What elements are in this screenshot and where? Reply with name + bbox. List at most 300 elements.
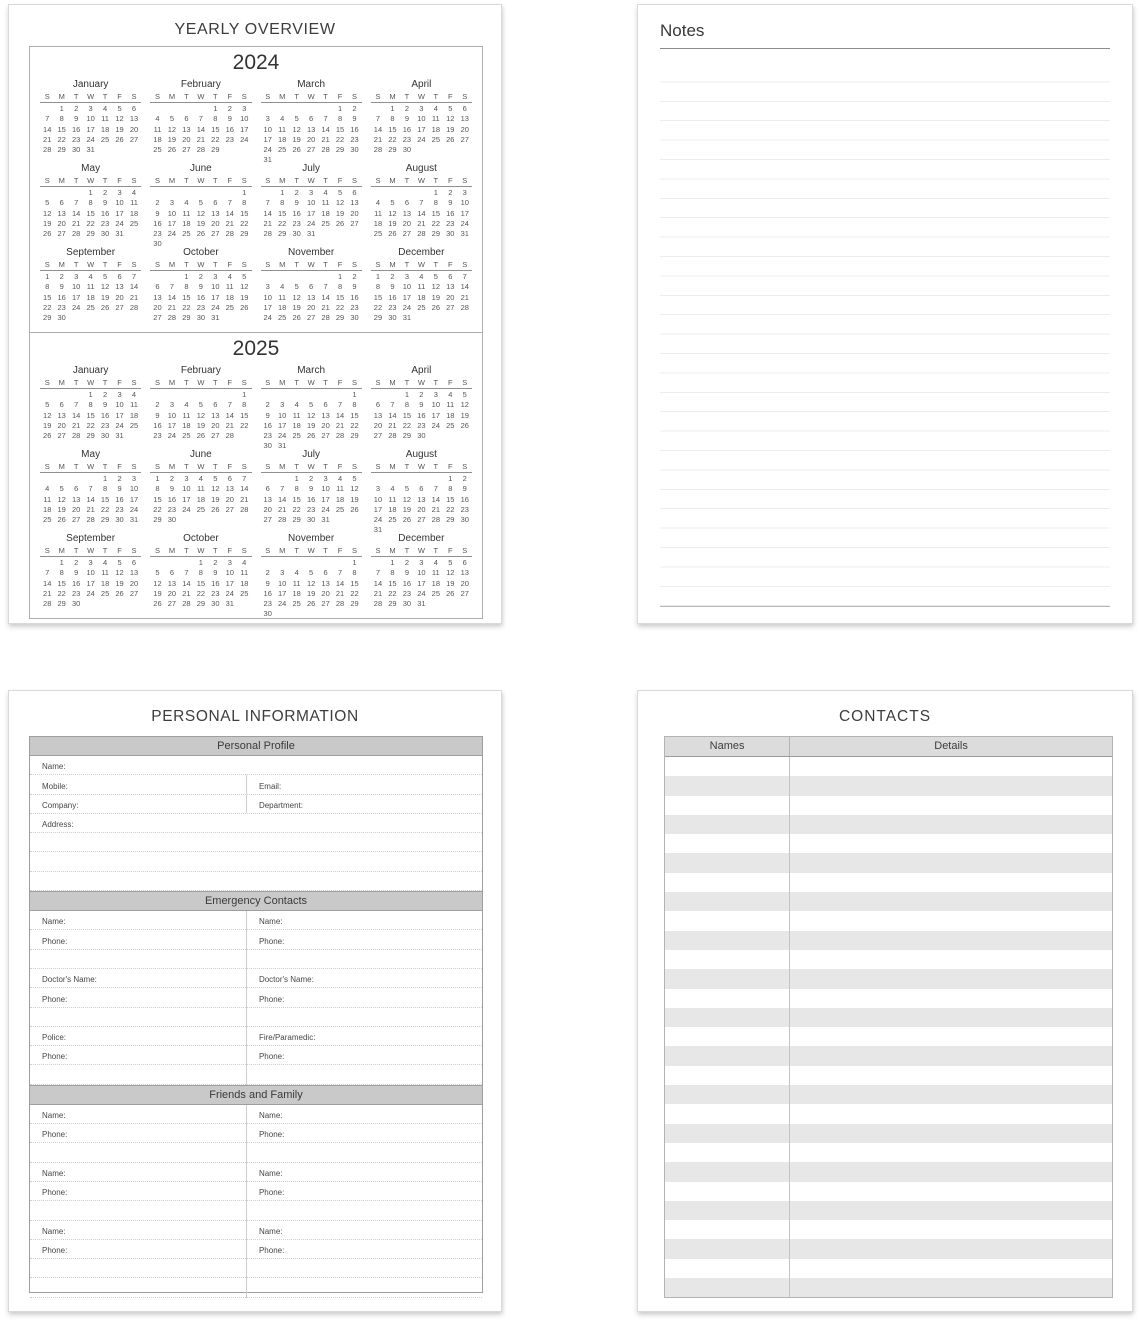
day-number: 10 xyxy=(225,568,234,578)
day-number: 8 xyxy=(242,400,247,410)
day-number: 14 xyxy=(373,578,383,588)
day-number: 12 xyxy=(240,282,249,292)
day-number: 27 xyxy=(306,145,316,155)
weekday-letter: T xyxy=(323,260,328,269)
field-label-name: Name: xyxy=(42,1226,66,1236)
day-number: 25 xyxy=(321,218,330,228)
day-number: 19 xyxy=(306,588,316,598)
day-number: 23 xyxy=(100,420,110,430)
empty-day-cell xyxy=(304,104,318,114)
day-number: 2 xyxy=(309,474,314,483)
empty-day-cell xyxy=(289,558,303,568)
day-number: 24 xyxy=(417,588,426,598)
day-number: 6 xyxy=(227,474,232,483)
day-number: 4 xyxy=(323,188,328,197)
day-number: 29 xyxy=(431,229,440,239)
day-number: 21 xyxy=(43,588,52,598)
day-number: 18 xyxy=(373,218,383,228)
day-number: 30 xyxy=(350,145,359,155)
day-number: 7 xyxy=(88,484,93,494)
day-number: 18 xyxy=(292,420,301,430)
weekday-header xyxy=(150,92,251,103)
weekday-letter: F xyxy=(337,176,343,185)
day-number: 26 xyxy=(240,302,249,312)
day-number: 1 xyxy=(59,104,64,113)
day-number: 11 xyxy=(196,484,205,494)
day-number: 1 xyxy=(375,272,381,281)
day-number: 27 xyxy=(263,515,272,525)
empty-day-cell xyxy=(261,558,275,568)
day-number: 12 xyxy=(100,282,110,292)
weekday-letter: M xyxy=(279,92,286,101)
day-number: 20 xyxy=(71,504,81,514)
day-number: 23 xyxy=(402,134,412,144)
day-number: 20 xyxy=(211,218,220,228)
weekday-letter: W xyxy=(417,260,425,269)
year-calendars xyxy=(9,46,501,619)
empty-day-cell xyxy=(318,104,332,114)
day-number: 3 xyxy=(419,558,424,567)
day-number: 8 xyxy=(433,198,438,208)
month-name: February xyxy=(180,365,221,376)
day-number: 19 xyxy=(446,578,455,588)
blank-write-line xyxy=(247,1143,482,1162)
day-number: 11 xyxy=(292,578,301,588)
contact-name-cell xyxy=(665,931,790,950)
day-number: 28 xyxy=(417,229,426,239)
day-number: 14 xyxy=(43,124,52,134)
day-number: 25 xyxy=(225,302,234,312)
day-number: 14 xyxy=(431,494,440,504)
day-number: 21 xyxy=(196,134,206,144)
day-number: 20 xyxy=(129,578,139,588)
day-number: 31 xyxy=(373,525,383,535)
day-number: 28 xyxy=(240,504,249,514)
contacts-page xyxy=(637,690,1133,1312)
day-number: 23 xyxy=(417,420,426,430)
day-number: 23 xyxy=(115,504,124,514)
day-number: 2 xyxy=(102,188,108,197)
day-number: 7 xyxy=(280,484,285,494)
day-number: 13 xyxy=(263,494,272,504)
day-number: 9 xyxy=(117,484,122,494)
weekday-header xyxy=(261,92,362,103)
day-number: 7 xyxy=(169,282,175,292)
day-number: 6 xyxy=(155,282,160,292)
weekday-letter: M xyxy=(389,92,396,101)
day-number: 14 xyxy=(335,578,345,588)
day-number: 27 xyxy=(321,431,330,441)
day-number: 6 xyxy=(323,400,328,410)
day-number: 15 xyxy=(100,494,110,504)
day-number: 22 xyxy=(43,302,52,312)
day-number: 13 xyxy=(321,410,330,420)
day-number: 13 xyxy=(417,494,426,504)
day-number: 22 xyxy=(335,134,345,144)
weekday-letter: F xyxy=(227,546,233,555)
empty-day-cell xyxy=(261,188,275,198)
contact-row xyxy=(665,1162,1112,1181)
day-number: 19 xyxy=(240,292,249,302)
day-number: 27 xyxy=(373,431,383,441)
day-number: 26 xyxy=(306,599,316,609)
weekday-letter: M xyxy=(58,462,65,471)
day-number: 24 xyxy=(263,145,272,155)
contact-details-cell xyxy=(790,1239,1112,1258)
day-number: 16 xyxy=(263,420,272,430)
day-number: 13 xyxy=(306,292,316,302)
day-number: 28 xyxy=(431,515,440,525)
weekday-letter: W xyxy=(417,546,425,555)
day-number: 27 xyxy=(321,599,330,609)
contact-name-cell xyxy=(665,892,790,911)
day-number: 16 xyxy=(460,494,469,504)
contact-name-cell xyxy=(665,815,790,834)
contact-details-cell xyxy=(790,1008,1112,1027)
day-number: 26 xyxy=(306,431,316,441)
day-number: 9 xyxy=(74,114,79,124)
day-number: 10 xyxy=(115,198,124,208)
empty-day-cell xyxy=(289,390,303,400)
day-number: 31 xyxy=(278,441,287,451)
day-number: 30 xyxy=(167,515,177,525)
day-number: 2 xyxy=(59,272,64,281)
day-number: 6 xyxy=(462,558,467,567)
day-number: 2 xyxy=(294,188,299,197)
month-name: September xyxy=(66,247,116,258)
contact-name-cell xyxy=(665,1085,790,1104)
contacts-table-header xyxy=(665,737,1112,757)
weekday-letter: S xyxy=(265,546,271,555)
month-days xyxy=(150,103,251,155)
day-number: 21 xyxy=(373,588,383,598)
field-label-name: Name: xyxy=(42,762,66,772)
weekday-letter: F xyxy=(448,378,453,387)
weekday-letter: T xyxy=(404,92,410,101)
day-number: 22 xyxy=(350,588,359,598)
day-number: 8 xyxy=(88,198,93,208)
day-number: 28 xyxy=(196,145,206,155)
day-number: 20 xyxy=(129,124,139,134)
day-number: 5 xyxy=(404,484,409,494)
field-row-company-department xyxy=(30,795,482,814)
day-number: 12 xyxy=(153,578,162,588)
day-number: 1 xyxy=(242,188,247,197)
month-days xyxy=(40,187,141,239)
day-number: 19 xyxy=(167,134,177,144)
weekday-letter: T xyxy=(184,92,189,101)
field-label-address: Address: xyxy=(42,820,74,830)
day-number: 30 xyxy=(350,313,359,323)
day-number: 22 xyxy=(402,420,412,430)
day-number: 14 xyxy=(129,282,139,292)
day-number: 5 xyxy=(45,400,50,410)
weekday-letter: M xyxy=(389,378,396,387)
day-number: 16 xyxy=(225,124,234,134)
personal-information-page xyxy=(8,690,502,1312)
day-number: 25 xyxy=(446,420,455,430)
day-number: 17 xyxy=(263,302,272,312)
day-number: 2 xyxy=(155,198,160,208)
day-number: 14 xyxy=(278,494,287,504)
day-number: 29 xyxy=(182,313,191,323)
day-number: 11 xyxy=(374,208,382,218)
day-number: 18 xyxy=(196,494,206,504)
day-number: 22 xyxy=(240,420,249,430)
day-number: 17 xyxy=(167,420,177,430)
weekday-letter: S xyxy=(131,462,137,471)
day-number: 24 xyxy=(402,302,412,312)
field-label-phone: Phone: xyxy=(42,936,68,946)
weekday-letter: F xyxy=(337,260,343,269)
month-days xyxy=(40,557,141,609)
day-number: 12 xyxy=(292,292,301,302)
weekday-letter: S xyxy=(462,92,468,101)
day-number: 4 xyxy=(448,390,453,399)
day-number: 25 xyxy=(182,431,191,441)
weekday-letter: M xyxy=(168,546,176,555)
blank-write-line xyxy=(30,833,482,852)
day-number: 22 xyxy=(350,420,359,430)
day-number: 26 xyxy=(167,145,177,155)
day-number: 3 xyxy=(280,568,285,578)
contact-row xyxy=(665,892,1112,911)
empty-day-cell xyxy=(275,272,289,282)
weekday-letter: W xyxy=(87,546,95,555)
weekday-letter: T xyxy=(213,378,218,387)
month-calendar xyxy=(261,448,362,532)
day-number: 26 xyxy=(446,588,455,598)
contact-details-cell xyxy=(790,1220,1112,1239)
day-number: 30 xyxy=(306,515,316,525)
day-number: 11 xyxy=(225,282,234,292)
day-number: 12 xyxy=(43,410,52,420)
weekday-letter: T xyxy=(433,92,439,101)
day-number: 11 xyxy=(182,410,191,420)
day-number: 3 xyxy=(131,474,137,483)
day-number: 23 xyxy=(153,431,162,441)
column-header-names: Names xyxy=(665,737,790,756)
day-number: 6 xyxy=(419,484,424,494)
day-number: 4 xyxy=(280,282,285,292)
day-number: 22 xyxy=(446,504,455,514)
day-number: 8 xyxy=(352,568,357,578)
empty-day-cell xyxy=(275,390,289,400)
day-number: 28 xyxy=(86,515,95,525)
day-number: 3 xyxy=(375,484,381,494)
weekday-letter: F xyxy=(117,546,122,555)
day-number: 30 xyxy=(388,313,397,323)
day-number: 20 xyxy=(417,504,426,514)
day-number: 12 xyxy=(446,114,455,124)
day-number: 16 xyxy=(100,208,110,218)
weekday-letter: W xyxy=(197,462,205,471)
day-number: 9 xyxy=(265,410,270,420)
day-number: 25 xyxy=(292,599,301,609)
day-number: 8 xyxy=(184,282,189,292)
month-days xyxy=(150,389,251,441)
day-number: 29 xyxy=(100,515,110,525)
day-number: 26 xyxy=(446,134,455,144)
day-number: 2 xyxy=(462,474,467,483)
day-number: 3 xyxy=(169,198,175,208)
page-title-contacts: CONTACTS xyxy=(838,708,932,725)
day-number: 17 xyxy=(115,410,124,420)
day-number: 31 xyxy=(129,515,139,525)
day-number: 5 xyxy=(462,390,467,399)
day-number: 19 xyxy=(196,218,206,228)
day-number: 28 xyxy=(373,145,383,155)
day-number: 3 xyxy=(169,400,175,410)
day-number: 1 xyxy=(242,390,247,399)
weekday-letter: S xyxy=(44,260,50,269)
day-number: 11 xyxy=(130,198,138,208)
contact-row xyxy=(665,1066,1112,1085)
day-number: 3 xyxy=(213,272,218,281)
field-cell-email xyxy=(247,775,482,793)
field-row-name xyxy=(30,756,482,775)
day-number: 11 xyxy=(240,568,249,578)
weekday-letter: T xyxy=(294,378,299,387)
month-name: December xyxy=(398,533,445,544)
day-number: 21 xyxy=(335,588,345,598)
day-number: 1 xyxy=(390,104,395,113)
weekday-letter: T xyxy=(73,546,79,555)
day-number: 22 xyxy=(86,218,95,228)
day-number: 23 xyxy=(263,431,272,441)
day-number: 16 xyxy=(57,292,66,302)
day-number: 24 xyxy=(225,588,234,598)
day-number: 13 xyxy=(129,568,139,578)
day-number: 30 xyxy=(402,145,412,155)
contact-details-cell xyxy=(790,1182,1112,1201)
day-number: 2 xyxy=(102,390,108,399)
day-number: 14 xyxy=(240,484,249,494)
weekday-letter: W xyxy=(307,92,315,101)
weekday-header xyxy=(261,462,362,473)
day-number: 9 xyxy=(198,282,203,292)
day-number: 14 xyxy=(225,208,234,218)
contact-row xyxy=(665,757,1112,776)
field-label-phone: Phone: xyxy=(258,994,285,1004)
weekday-letter: W xyxy=(307,462,315,471)
weekday-header xyxy=(150,176,251,187)
day-number: 20 xyxy=(373,420,383,430)
day-number: 18 xyxy=(278,134,287,144)
weekday-letter: T xyxy=(404,462,410,471)
day-number: 10 xyxy=(321,484,330,494)
day-number: 16 xyxy=(153,218,162,228)
day-number: 18 xyxy=(129,410,139,420)
contact-name-cell xyxy=(665,1124,790,1143)
day-number: 11 xyxy=(417,282,426,292)
day-number: 25 xyxy=(129,420,139,430)
day-number: 12 xyxy=(306,410,316,420)
day-number: 27 xyxy=(71,515,81,525)
day-number: 29 xyxy=(86,431,95,441)
day-number: 21 xyxy=(71,420,81,430)
day-number: 24 xyxy=(417,134,426,144)
day-number: 26 xyxy=(292,313,301,323)
day-number: 1 xyxy=(294,474,299,483)
weekday-letter: T xyxy=(404,260,410,269)
weekday-letter: S xyxy=(131,260,137,269)
weekday-header xyxy=(150,378,251,389)
contact-details-cell xyxy=(790,950,1112,969)
day-number: 18 xyxy=(335,494,345,504)
day-number: 7 xyxy=(265,198,270,208)
weekday-letter: S xyxy=(44,462,50,471)
day-number: 7 xyxy=(323,114,328,124)
day-number: 7 xyxy=(45,114,50,124)
blank-write-line xyxy=(247,950,482,969)
day-number: 30 xyxy=(71,599,81,609)
day-number: 5 xyxy=(117,558,122,567)
weekday-letter: S xyxy=(462,176,468,185)
day-number: 24 xyxy=(321,504,330,514)
day-number: 14 xyxy=(182,578,191,588)
empty-day-cell xyxy=(371,188,385,198)
day-number: 13 xyxy=(182,124,191,134)
day-number: 31 xyxy=(86,145,95,155)
field-label-name: Name: xyxy=(258,1226,283,1236)
empty-day-cell xyxy=(83,474,97,484)
day-number: 18 xyxy=(129,208,139,218)
day-number: 16 xyxy=(388,292,397,302)
day-number: 4 xyxy=(390,484,395,494)
day-number: 22 xyxy=(431,218,440,228)
month-calendar xyxy=(371,448,472,535)
weekday-letter: W xyxy=(197,378,205,387)
empty-day-cell xyxy=(333,390,347,400)
day-number: 18 xyxy=(431,578,440,588)
day-number: 15 xyxy=(388,578,397,588)
day-number: 7 xyxy=(323,282,328,292)
contact-details-cell xyxy=(790,931,1112,950)
day-number: 3 xyxy=(265,114,270,124)
field-label-phone: Phone: xyxy=(258,936,285,946)
day-number: 3 xyxy=(117,390,122,399)
day-number: 24 xyxy=(167,229,177,239)
contact-name-cell xyxy=(665,1259,790,1278)
day-number: 27 xyxy=(211,229,220,239)
day-number: 28 xyxy=(321,145,330,155)
weekday-letter: T xyxy=(73,92,79,101)
contact-details-cell xyxy=(790,776,1112,795)
day-number: 9 xyxy=(404,114,409,124)
contact-details-cell xyxy=(790,1085,1112,1104)
day-number: 16 xyxy=(115,494,124,504)
day-number: 9 xyxy=(59,282,64,292)
weekday-letter: M xyxy=(168,378,176,387)
month-name: March xyxy=(297,79,326,90)
contact-details-cell xyxy=(790,911,1112,930)
day-number: 30 xyxy=(402,599,412,609)
contact-name-cell xyxy=(665,989,790,1008)
day-number: 19 xyxy=(57,504,66,514)
day-number: 19 xyxy=(43,420,52,430)
day-number: 20 xyxy=(115,292,124,302)
day-number: 6 xyxy=(352,188,357,197)
day-number: 27 xyxy=(182,145,191,155)
day-number: 28 xyxy=(263,229,272,239)
weekday-letter: S xyxy=(131,176,137,185)
weekday-letter: W xyxy=(197,92,205,101)
day-number: 21 xyxy=(263,218,272,228)
day-number: 11 xyxy=(278,124,287,134)
day-number: 25 xyxy=(196,504,206,514)
contact-details-cell xyxy=(790,815,1112,834)
